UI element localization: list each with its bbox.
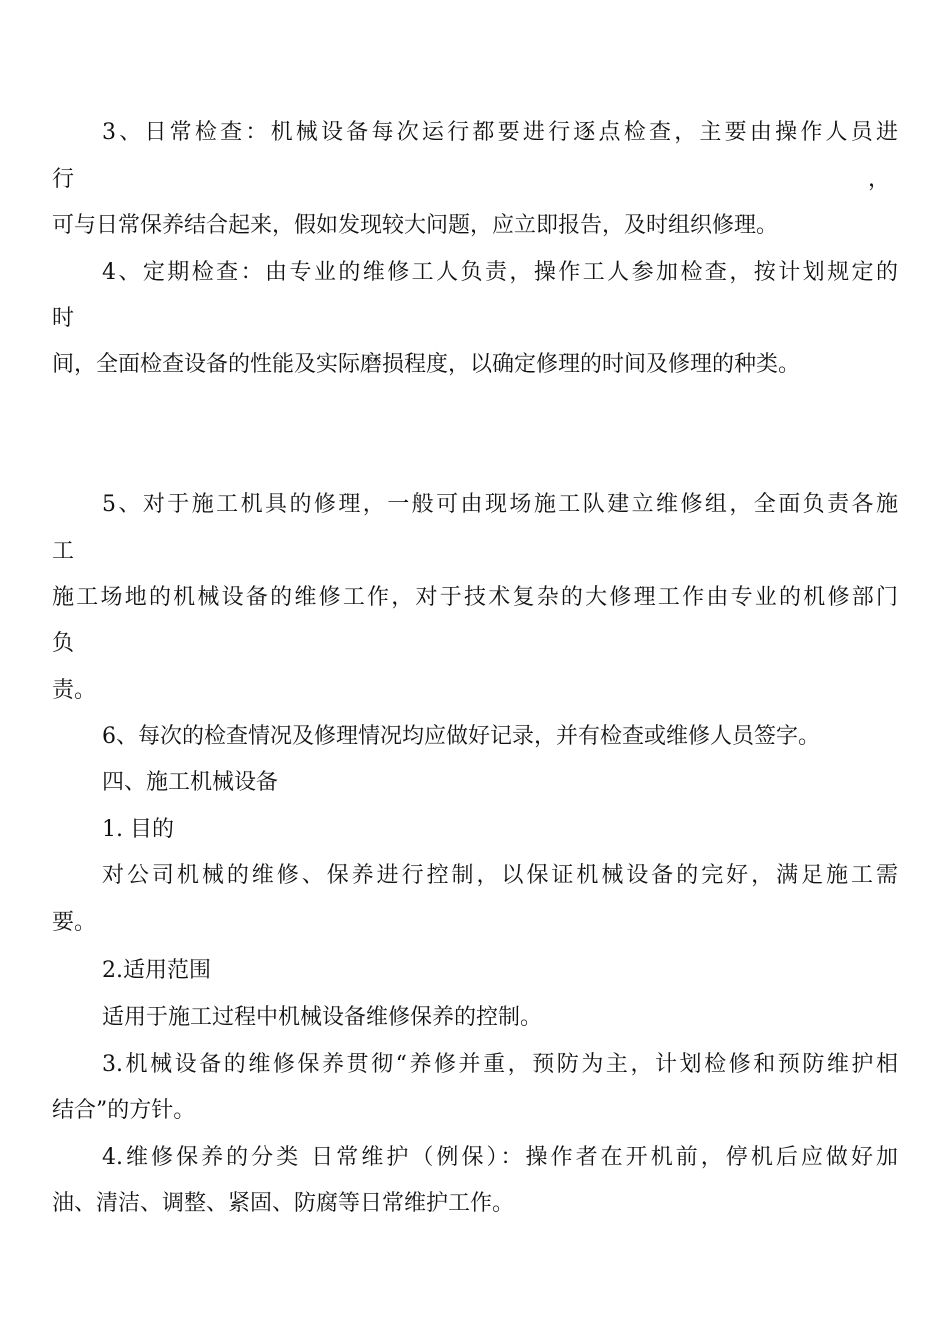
paragraph-line: 工 xyxy=(52,539,75,564)
paragraph-line: ， xyxy=(868,167,891,192)
paragraph-line: 要。 xyxy=(52,910,97,935)
paragraph-line: 可与日常保养结合起来，假如发现较大问题，应立即报告，及时组织修理。 xyxy=(52,213,779,238)
subsection-heading: 1. 目的 xyxy=(102,817,174,842)
paragraph-line: 油、清洁、调整、紧固、防腐等日常维护工作。 xyxy=(52,1191,515,1216)
paragraph-line: 负 xyxy=(52,631,75,656)
paragraph-line: 结合”的方针。 xyxy=(52,1098,196,1123)
paragraph-line: 适用于施工过程中机械设备维修保养的控制。 xyxy=(102,1005,543,1030)
section-heading: 四、施工机械设备 xyxy=(102,770,279,795)
paragraph-line: 时 xyxy=(52,306,75,331)
paragraph-line: 6、每次的检查情况及修理情况均应做好记录，并有检查或维修人员签字。 xyxy=(102,724,820,749)
paragraph-line: 3.机械设备的维修保养贯彻“养修并重，预防为主，计划检修和预防维护相 xyxy=(102,1052,898,1077)
subsection-heading: 2.适用范围 xyxy=(102,958,211,983)
paragraph-line: 3、日常检查：机械设备每次运行都要进行逐点检查，主要由操作人员进 xyxy=(102,120,898,145)
paragraph-line: 4、定期检查：由专业的维修工人负责，操作工人参加检查，按计划规定的 xyxy=(102,260,898,285)
paragraph-line: 责。 xyxy=(52,678,97,703)
paragraph-line: 对公司机械的维修、保养进行控制，以保证机械设备的完好，满足施工需 xyxy=(102,863,898,888)
paragraph-line: 行 xyxy=(52,167,75,192)
paragraph-line: 4.维修保养的分类 日常维护（例保）：操作者在开机前，停机后应做好加 xyxy=(102,1145,898,1170)
paragraph-line: 间，全面检查设备的性能及实际磨损程度，以确定修理的时间及修理的种类。 xyxy=(52,352,801,377)
paragraph-line: 5、对于施工机具的修理，一般可由现场施工队建立维修组，全面负责各施 xyxy=(102,492,898,517)
paragraph-line: 施工场地的机械设备的维修工作，对于技术复杂的大修理工作由专业的机修部门 xyxy=(52,585,898,610)
